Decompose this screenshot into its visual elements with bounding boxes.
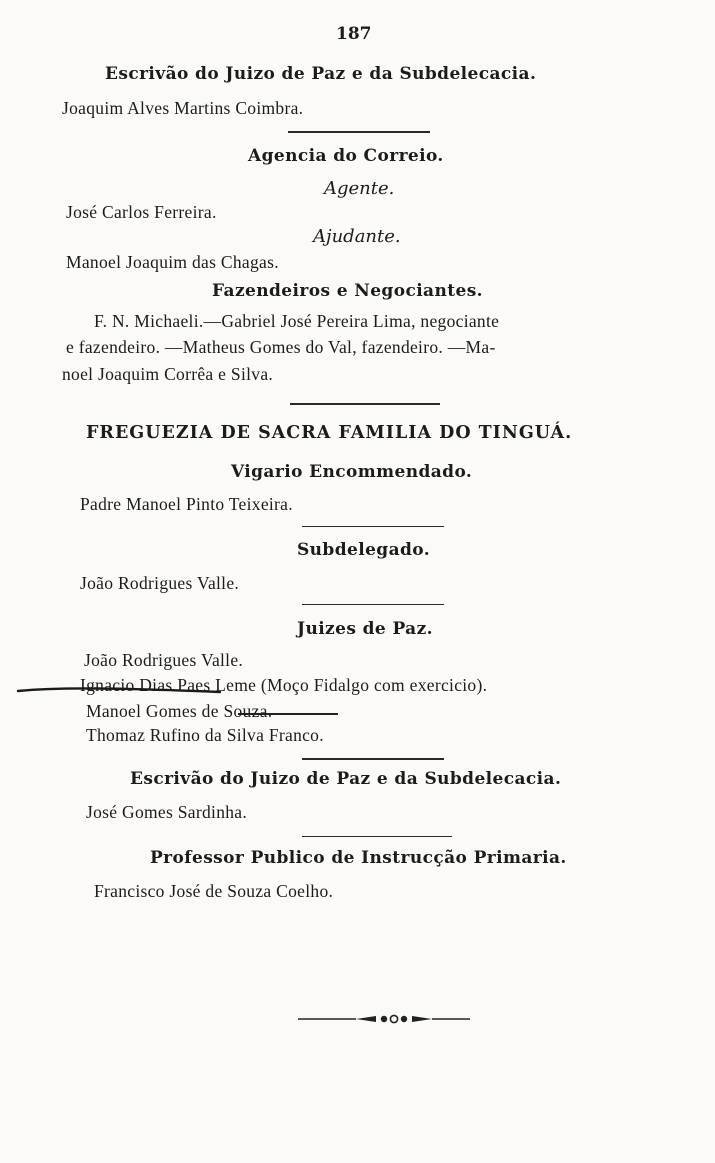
name-ajudante: Manoel Joaquim das Chagas. — [66, 252, 279, 272]
name-subdelegado: João Rodrigues Valle. — [80, 573, 240, 593]
juiz-3: Manoel Gomes de Souza. — [86, 701, 273, 721]
heading-fazendeiros: Fazendeiros e Negociantes. — [212, 281, 483, 301]
juiz-4: Thomaz Rufino da Silva Franco. — [86, 725, 324, 745]
name-vigario: Padre Manoel Pinto Teixeira. — [80, 494, 293, 514]
juiz-1: João Rodrigues Valle. — [84, 650, 244, 670]
strikethrough-mark — [238, 713, 338, 715]
page-number: 187 — [336, 24, 372, 44]
name-escrivao-1: Joaquim Alves Martins Coimbra. — [62, 98, 304, 118]
label-agente: Agente. — [324, 178, 395, 199]
heading-escrivao-2: Escrivão do Juizo de Paz e da Subdelecacia. — [130, 769, 562, 789]
heading-vigario: Vigario Encommendado. — [231, 462, 473, 482]
divider — [290, 403, 440, 405]
heading-professor: Professor Publico de Instrucção Primaria. — [150, 848, 567, 868]
juiz-2: Ignacio Dias Paes Leme (Moço Fidalgo com exercicio). — [80, 675, 488, 695]
divider — [302, 836, 452, 837]
fazendeiros-line-1: F. N. Michaeli.—Gabriel José Pereira Lima, negociante — [94, 311, 500, 331]
heading-freguezia: FREGUEZIA DE SACRA FAMILIA DO TINGUÁ. — [86, 423, 573, 443]
ornament-divider-icon — [298, 1011, 478, 1027]
divider — [302, 604, 444, 605]
fazendeiros-line-3: noel Joaquim Corrêa e Silva. — [62, 364, 274, 384]
divider — [302, 526, 444, 527]
divider — [288, 131, 430, 133]
divider — [302, 758, 444, 760]
name-professor: Francisco José de Souza Coelho. — [94, 881, 334, 901]
handwritten-underline-mark — [0, 675, 715, 718]
name-agente: José Carlos Ferreira. — [66, 202, 217, 222]
heading-subdelegado: Subdelegado. — [297, 540, 431, 560]
label-ajudante: Ajudante. — [313, 226, 401, 247]
heading-agencia-correio: Agencia do Correio. — [248, 146, 444, 166]
fazendeiros-line-2: e fazendeiro. —Matheus Gomes do Val, fazendeiro. —Ma- — [66, 337, 496, 357]
name-escrivao-2: José Gomes Sardinha. — [86, 802, 248, 822]
heading-juizes-de-paz: Juizes de Paz. — [297, 619, 433, 639]
heading-escrivao-1: Escrivão do Juizo de Paz e da Subdelecacia. — [105, 64, 537, 84]
